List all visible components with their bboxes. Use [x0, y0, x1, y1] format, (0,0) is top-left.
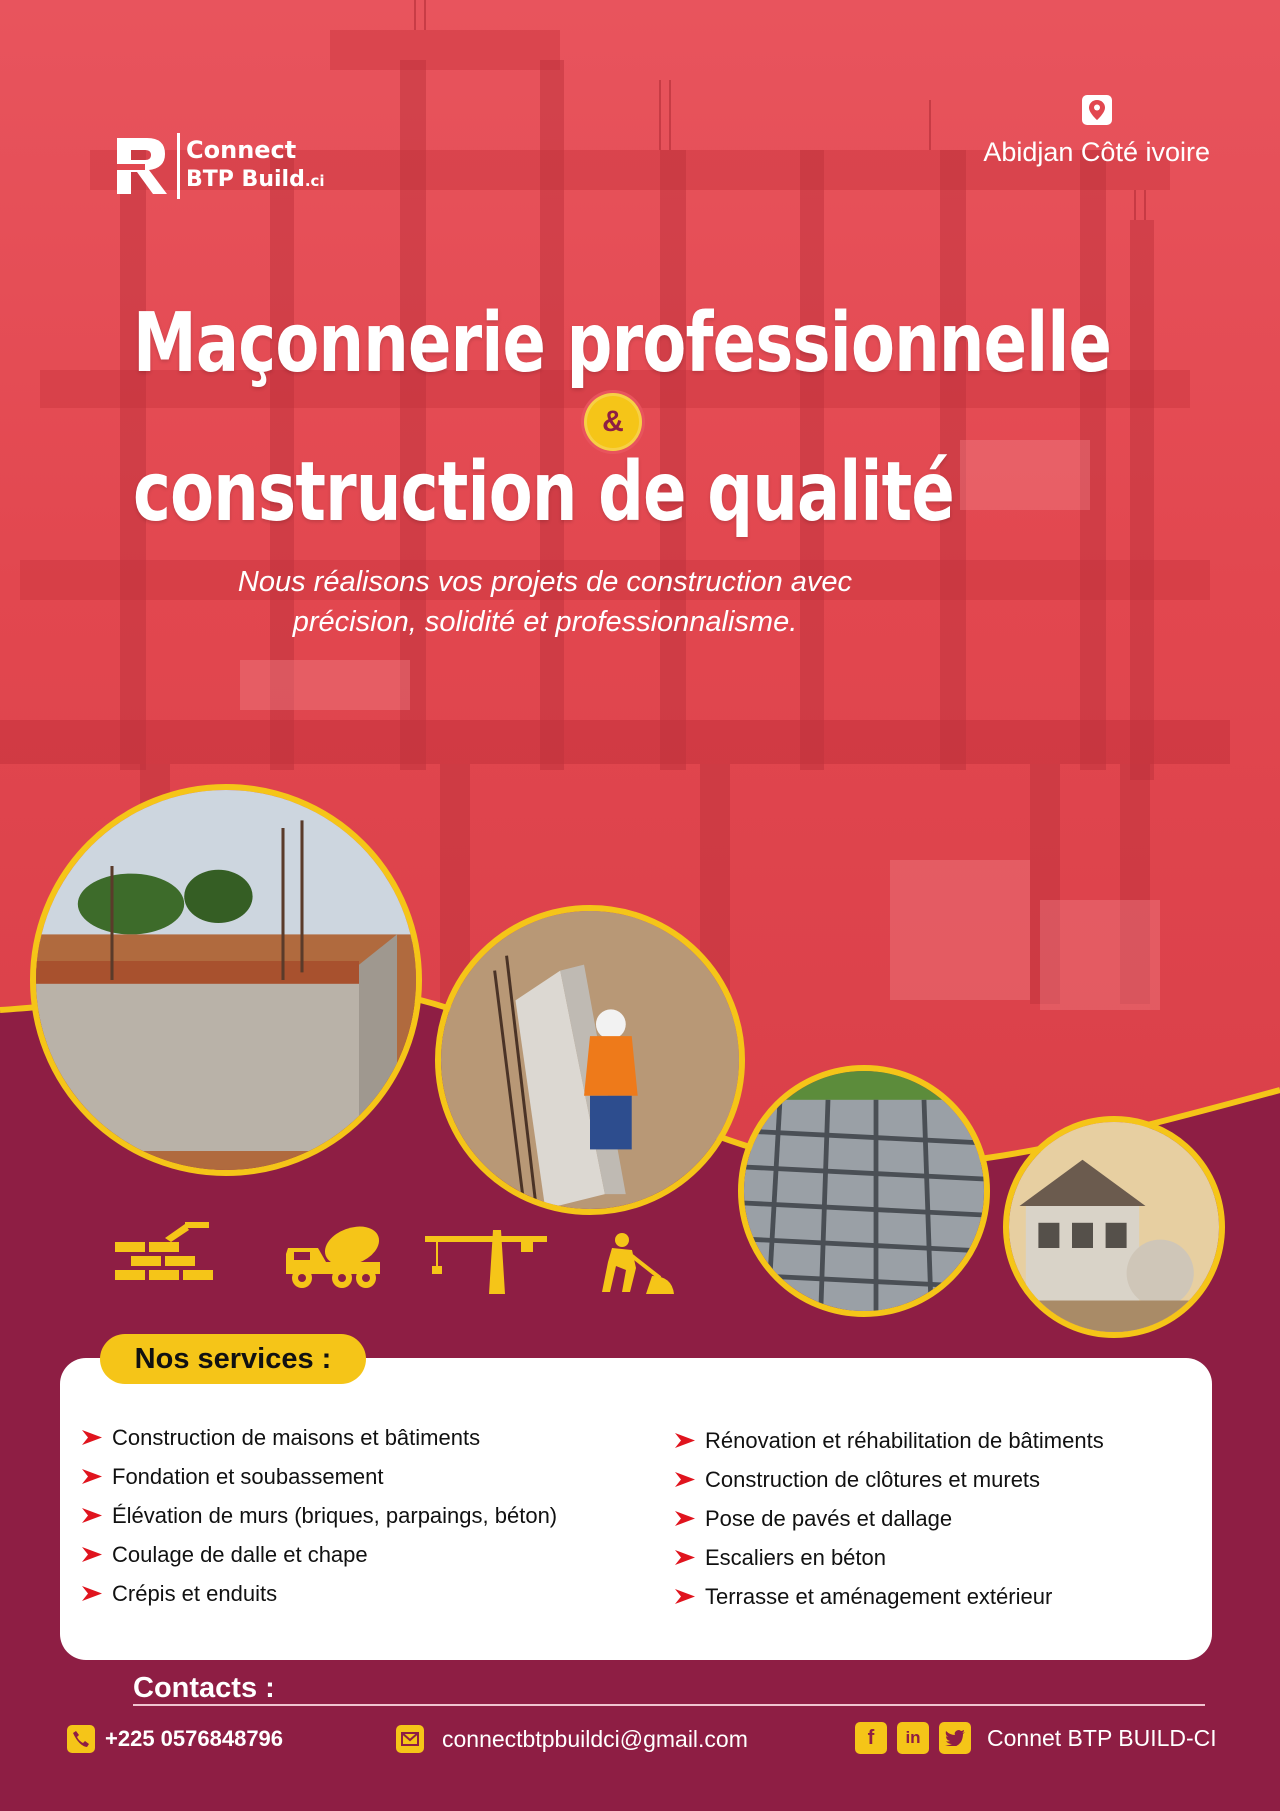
tower-crane-icon: [425, 1230, 547, 1294]
arrow-right-icon: [675, 1511, 695, 1526]
arrow-right-icon: [82, 1547, 102, 1562]
arrow-right-icon: [82, 1586, 102, 1601]
arrow-right-icon: [675, 1472, 695, 1487]
service-label: Pose de pavés et dallage: [705, 1506, 953, 1531]
list-item: [82, 1574, 557, 1613]
arrow-right-icon: [675, 1589, 695, 1604]
contacts-title: Contacts :: [133, 1672, 275, 1704]
list-item: [82, 1535, 557, 1574]
service-label: Fondation et soubassement: [112, 1464, 384, 1489]
ampersand-badge: &: [584, 393, 642, 451]
service-label: Construction de maisons et bâtiments: [112, 1425, 481, 1450]
list-item: [675, 1421, 1104, 1460]
services-title: Nos services :: [100, 1334, 366, 1384]
email-address: connectbtpbuildci@gmail.com: [442, 1725, 748, 1752]
linkedin-icon[interactable]: in: [897, 1722, 929, 1754]
photo-foundation-wall: [30, 784, 422, 1176]
services-list-left: [82, 1418, 557, 1613]
contact-social: [855, 1722, 1217, 1754]
photo-slab-formwork: [738, 1065, 990, 1317]
arrow-right-icon: [82, 1469, 102, 1484]
contacts-divider: [133, 1704, 1205, 1706]
list-item: [675, 1499, 1104, 1538]
service-label: Crépis et enduits: [112, 1581, 278, 1606]
service-label: Rénovation et réhabilitation de bâtiments: [705, 1428, 1104, 1453]
arrow-right-icon: [82, 1430, 102, 1445]
photo-house-construction: [1003, 1116, 1225, 1338]
list-item: [82, 1496, 557, 1535]
list-item: [675, 1460, 1104, 1499]
phone-icon: [67, 1725, 95, 1753]
list-item: [675, 1577, 1104, 1616]
headline-line-1: Maçonnerie professionnelle: [133, 296, 1112, 391]
logo-line-1: Connect: [186, 136, 297, 164]
social-handle: Connet BTP BUILD-CI: [987, 1724, 1217, 1751]
photo-block-laying-worker: [435, 905, 745, 1215]
email-icon: [396, 1725, 424, 1753]
headline-line-2: construction de qualité: [133, 445, 955, 540]
service-label: Élévation de murs (briques, parpaings, béton): [112, 1503, 558, 1528]
worker-shovel-icon: [602, 1232, 674, 1294]
arrow-right-icon: [82, 1508, 102, 1523]
services-list-right: [675, 1421, 1104, 1616]
service-label: Terrasse et aménagement extérieur: [705, 1584, 1053, 1609]
list-item: [82, 1418, 557, 1457]
list-item: [82, 1457, 557, 1496]
contact-phone[interactable]: [67, 1725, 283, 1753]
arrow-right-icon: [675, 1550, 695, 1565]
concrete-mixer-truck-icon: [282, 1218, 384, 1292]
logo-brand-name: BTP Build: [186, 167, 305, 192]
service-label: Coulage de dalle et chape: [112, 1542, 368, 1567]
twitter-icon[interactable]: [939, 1722, 971, 1754]
phone-number: +225 0576848796: [105, 1726, 284, 1751]
arrow-right-icon: [675, 1433, 695, 1448]
bricks-trowel-icon: [115, 1222, 223, 1286]
service-label: Construction de clôtures et murets: [705, 1467, 1041, 1492]
location-text: Abidjan Côté ivoire: [983, 137, 1210, 167]
logo-suffix: .ci: [304, 172, 325, 190]
subtitle-line-2: précision, solidité et professionnalisme.: [292, 606, 798, 638]
list-item: [675, 1538, 1104, 1577]
subtitle-line-1: Nous réalisons vos projets de construction avec: [237, 566, 853, 598]
facebook-icon[interactable]: f: [855, 1722, 887, 1754]
service-label: Escaliers en béton: [705, 1545, 886, 1570]
contact-email[interactable]: [396, 1725, 748, 1753]
